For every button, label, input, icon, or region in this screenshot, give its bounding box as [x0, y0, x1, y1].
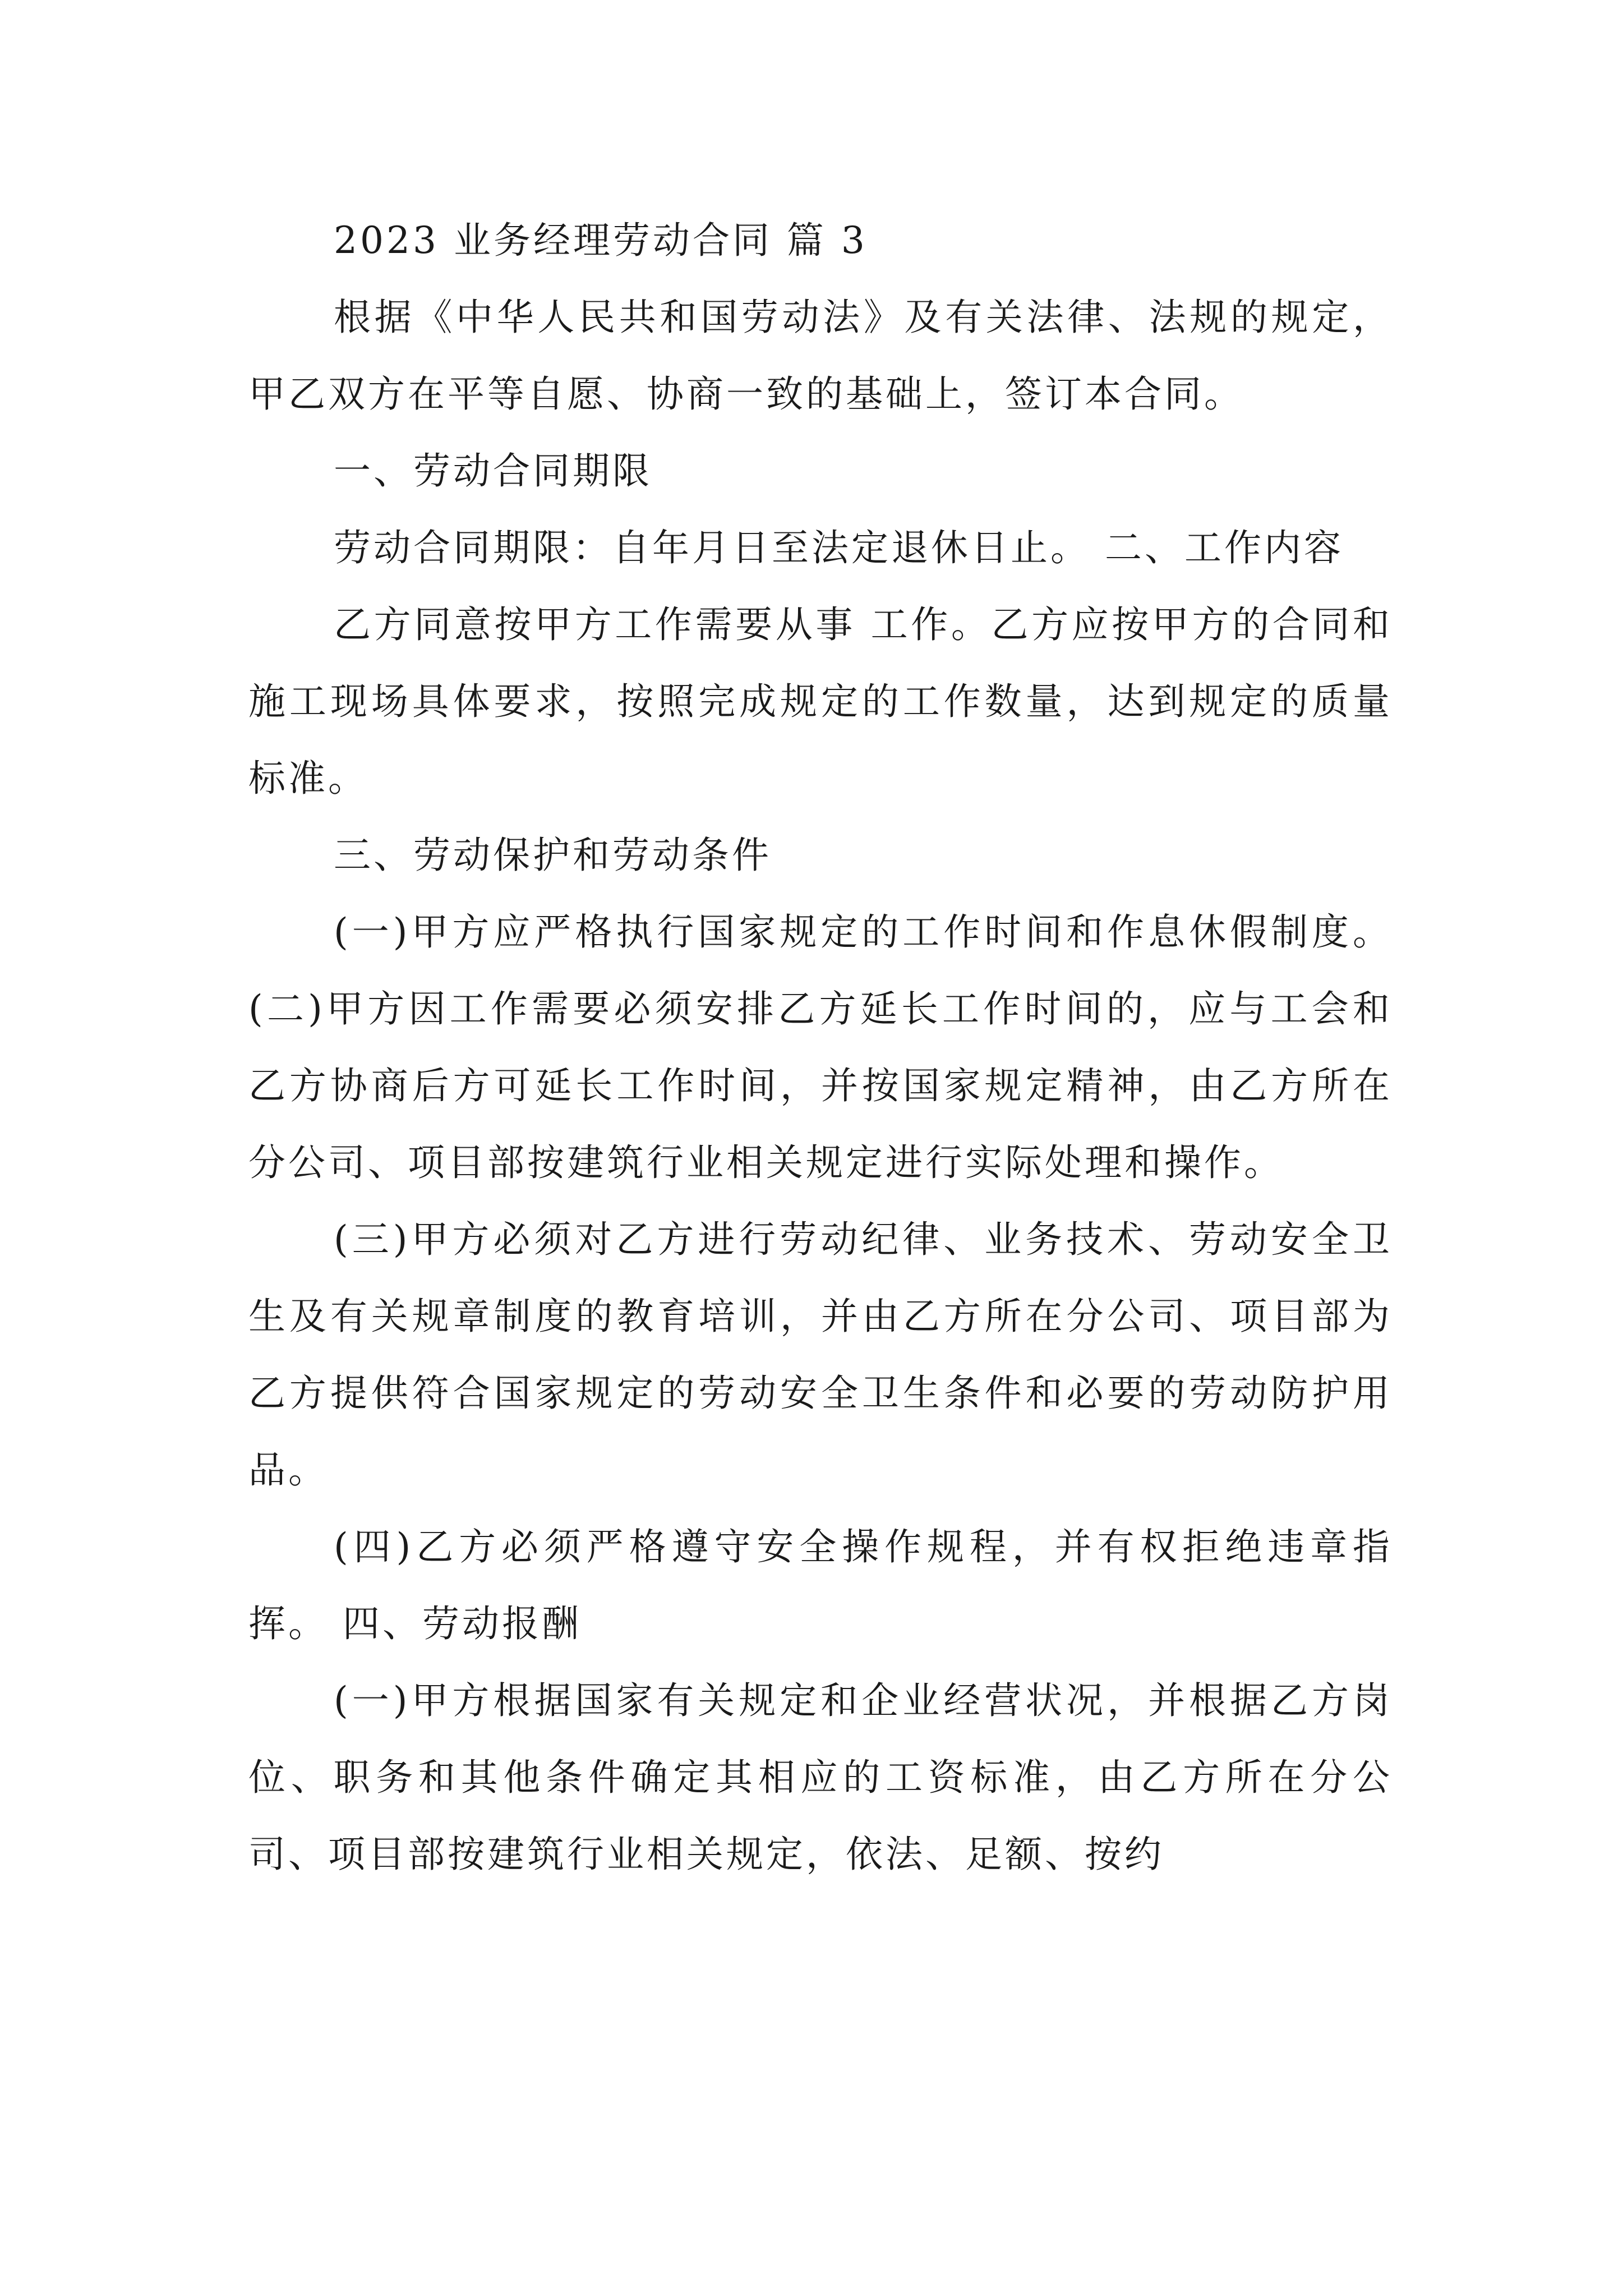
paragraph-safety-rules: (四)乙方必须严格遵守安全操作规程，并有权拒绝违章指挥。 四、劳动报酬 — [248, 1525, 1393, 1645]
document-body — [248, 202, 1407, 1893]
paragraph-remuneration: (一)甲方根据国家有关规定和企业经营状况，并根据乙方岗位、职务和其他条件确定其相应的工资标准，由乙方所在分公司、项目部按建筑行业相关规定，依法、足额、按约 — [248, 1679, 1393, 1876]
document-title: 2023 业务经理劳动合同 篇 3 — [334, 219, 868, 262]
paragraph-preamble: 根据《中华人民共和国劳动法》及有关法律、法规的规定，甲乙双方在平等自愿、协商一致的基础上，签订本合同。 — [248, 296, 1393, 416]
section-heading-contract-term: 一、劳动合同期限 — [334, 449, 652, 493]
paragraph-safety-training: (三)甲方必须对乙方进行劳动纪律、业务技术、劳动安全卫生及有关规章制度的教育培训，并由乙方所在分公司、项目部为乙方提供符合国家规定的劳动安全卫生条件和必要的劳动防护用品。 — [248, 1218, 1393, 1492]
paragraph-working-hours: (一)甲方应严格执行国家规定的工作时间和作息休假制度。 (二)甲方因工作需要必须安排乙方延长工作时间的，应与工会和乙方协商后方可延长工作时间，并按国家规定精神，由乙方所在分公司、项目部按建筑行业相关规定进行实际处理和操作。 — [248, 910, 1407, 1184]
section-heading-labor-protection: 三、劳动保护和劳动条件 — [334, 834, 772, 877]
paragraph-work-content: 乙方同意按甲方工作需要从事 工作。乙方应按甲方的合同和施工现场具体要求，按照完成规定的工作数量，达到规定的质量标准。 — [248, 603, 1393, 800]
paragraph-contract-term: 劳动合同期限：自年月日至法定退休日止。 二、工作内容 — [334, 526, 1344, 569]
